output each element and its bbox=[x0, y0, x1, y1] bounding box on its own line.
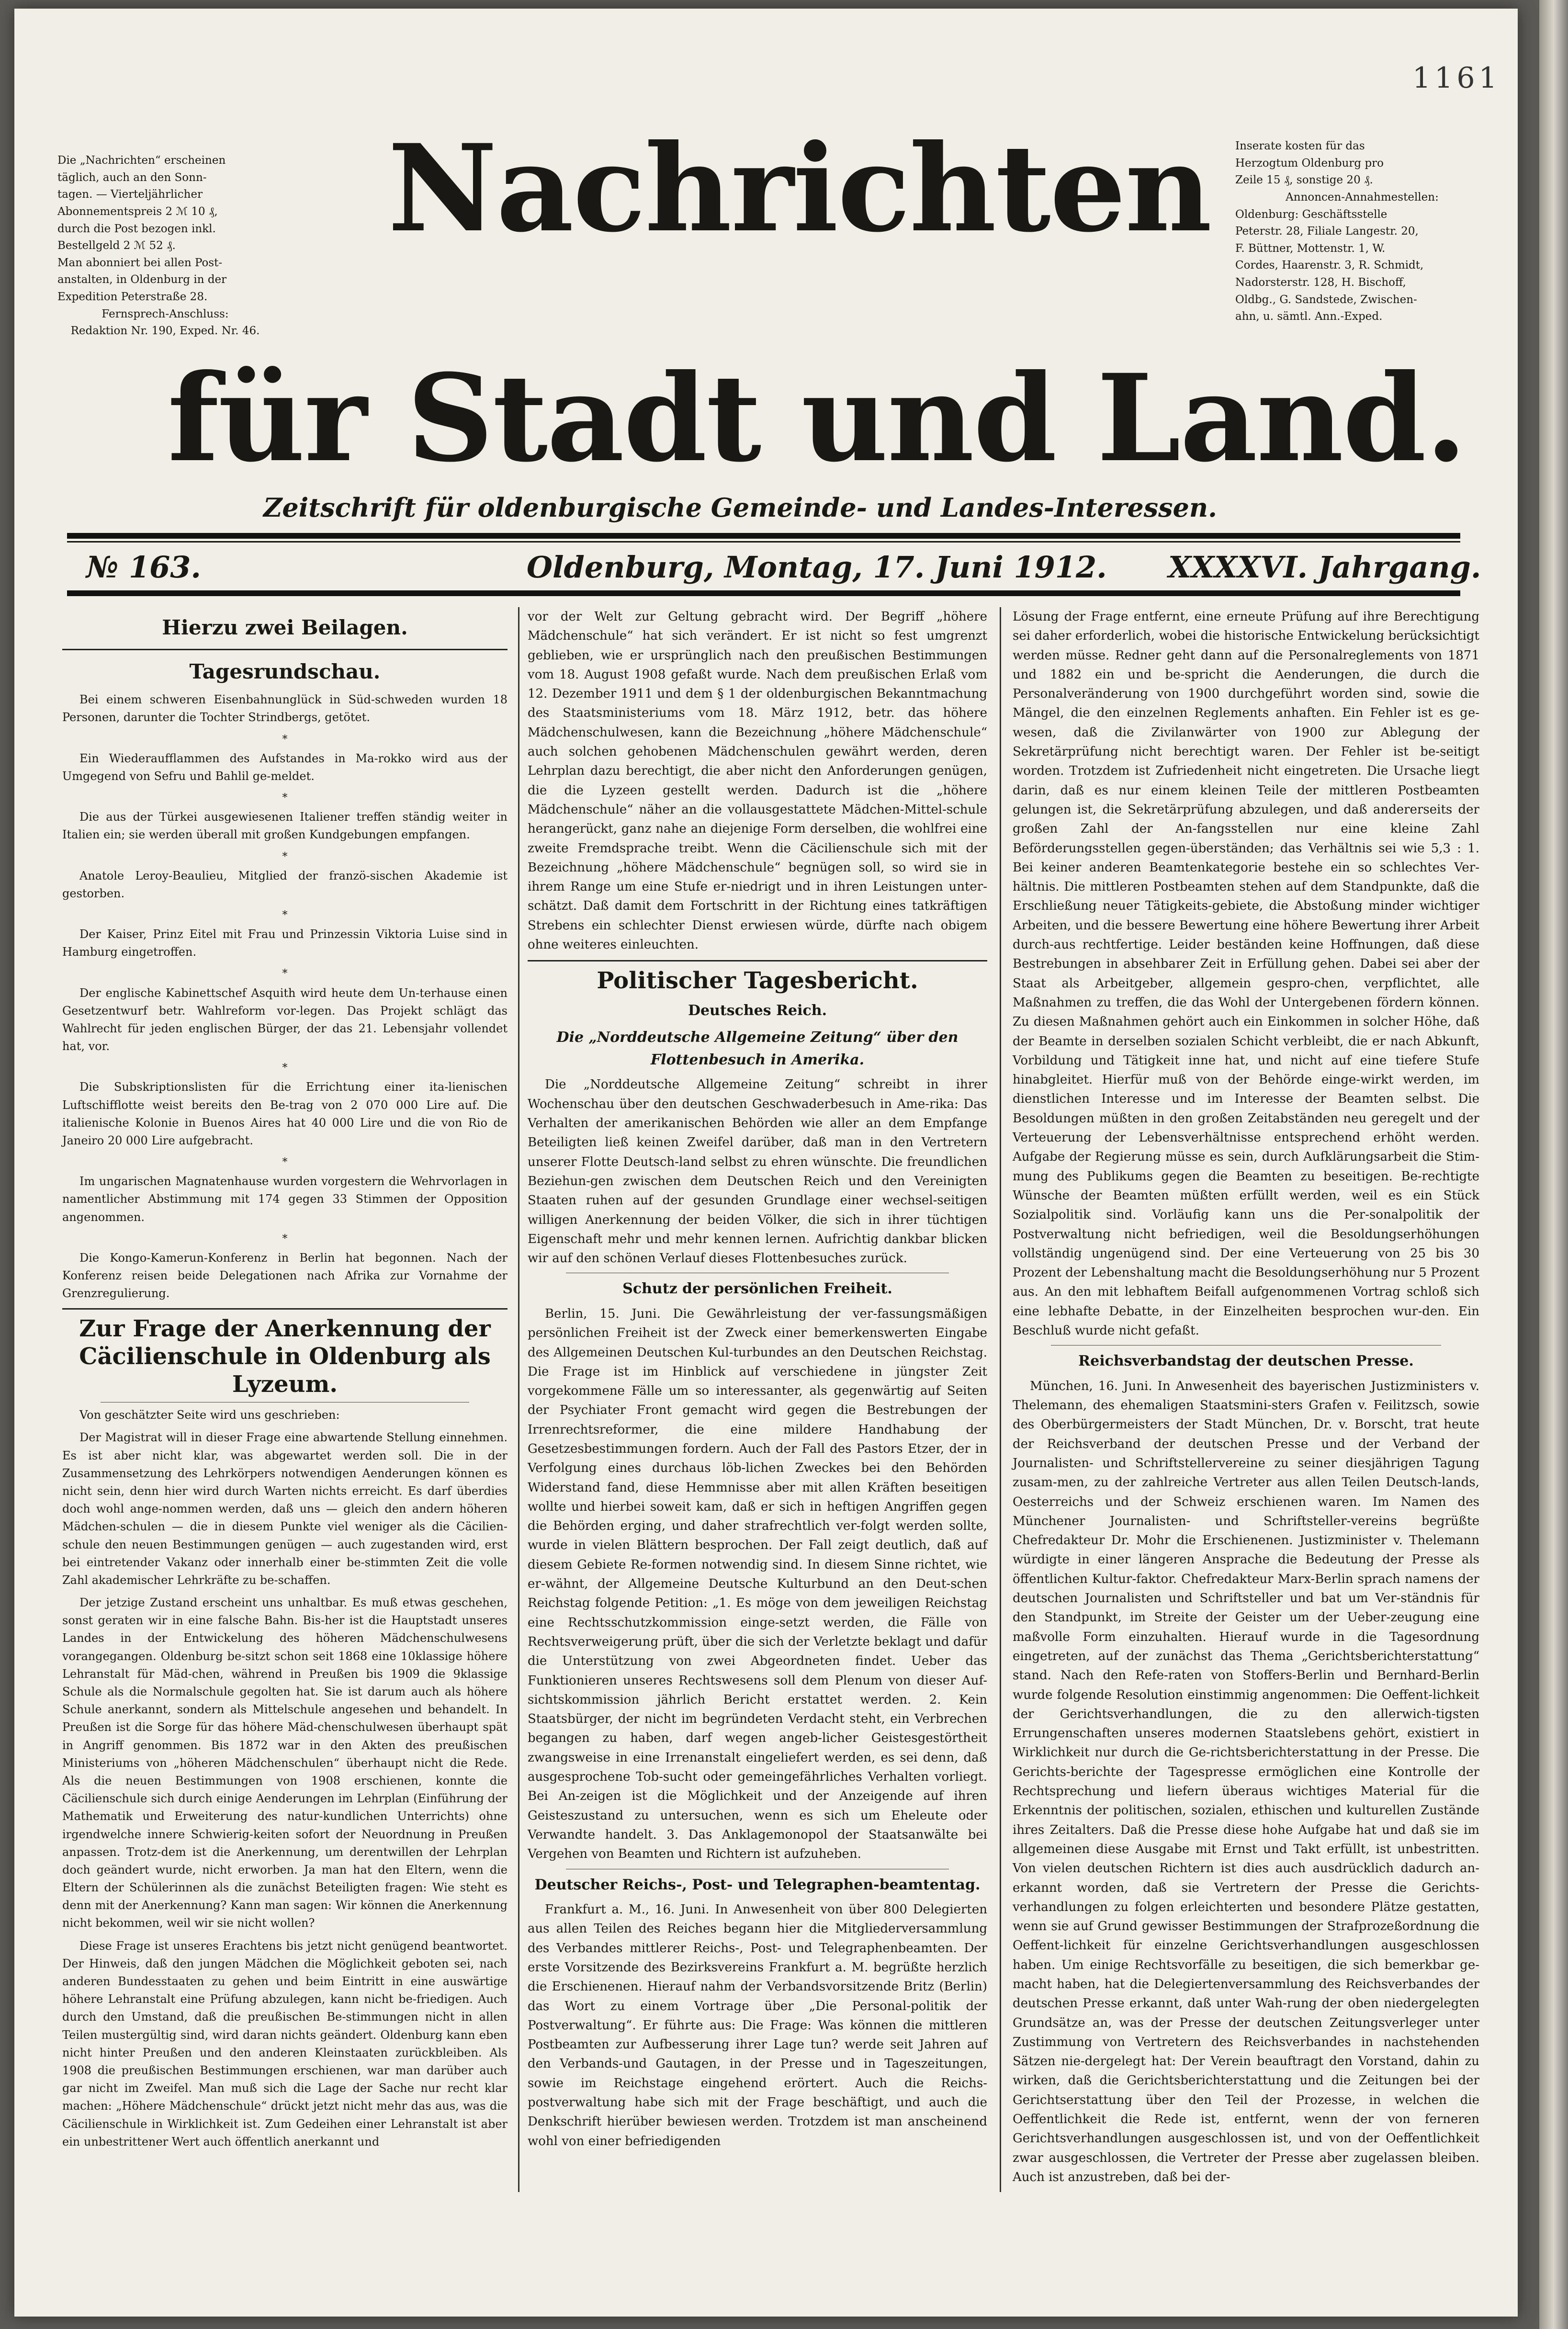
corner-right-line: Oldbg., G. Sandstede, Zwischen- bbox=[1235, 293, 1417, 306]
corner-right-line: Herzogtum Oldenburg pro bbox=[1235, 157, 1384, 170]
article-paragraph: Lösung der Frage entfernt, eine erneute Prüfung auf ihre Berechtigung sei daher erforderlich, wobei die historische Entwickelung berücksichtigt werden müsse. Redner geht dann auf die Personalreglements von 1871 und 1882 ein und be-spricht die Aenderungen, die durch die Personalveränderung von 1900 durchgeführt worden sind, sowie die Mängel, die den einzelnen Reglements anhaften. Ein Fehler ist es ge-wesen, daß die Zivilanwärter von 1900 zur Ablegung der Sekretärprüfung nicht berechtigt waren. Der Fehler ist be-seitigt worden. Trotzdem ist Zufriedenheit nicht eingetreten. Die Ursache liegt darin, daß es nur einem kleinen Teile der mittleren Postbeamten gelungen ist, die Sekretärprüfung abzulegen, und daß andererseits der großen Zahl der An-fangsstellen nur eine kleine Zahl Beförderungsstellen gegen-überständen; das Verhältnis sei wie 5,3 : 1. Bei keiner anderen Beamtenkategorie bestehe ein so schlechtes Ver-hältnis. Die mittleren Postbeamten stehen auf dem Standpunkte, daß die Erschließung neuer Tätigkeits-gebiete, die Abstoßung minder wichtiger Arbeiten, und die bessere Bewertung eine höhere Bewertung ihrer Arbeit durch-aus rechtfertige. Leider beständen keine Hoffnungen, daß diese Bestrebungen in absehbarer Zeit in Erfüllung gehen. Dabei sei aber der Staat als Arbeitgeber, allgemein gespro-chen, verpflichtet, alle Maßnahmen zu treffen, die das Wohl der Untergebenen fördern können. Zu diesen Maßnahmen gehört auch ein Einkommen in solcher Höhe, daß der Beamte in derselben sozialen Schicht verbleibt, die er nach Abkunft, Vorbildung und Tätigkeit inne hat, und nicht auf eine tiefere Stufe hinabgleitet. Hierfür muß von der Behörde einge-wirkt werden, im dienstlichen Interesse und im Interesse der Beamten selbst. Die Besoldungen müßten in den großen Zeitabständen neu geregelt und der Verteuerung der Lebensverhältnisse entsprechend erhöht werden. Aufgabe der Regierung müsse es sein, durch Aufklärungsarbeit die Stim-mung des Publikums gegen die Beamten zu beseitigen. Be-rechtigte Wünsche der Beamten müßten erfüllt werden, weil es ein Stück Sozialpolitik sind. Vorläufig kann uns die Per-sonalpolitik der Postverwaltung nicht befriedigen, weil die Besoldungserhöhungen vollständig ungenügend sind. Der eine Verteuerung von 25 bis 30 Prozent der Lebenshaltung macht die Besoldungserhöhung nur 5 Prozent aus. An den mit lebhaftem Beifall aufgenommenen Vortrag schloß sich eine lebhafte Debatte, in der Einzelheiten besprochen wur-den. Ein Beschluß wurde nicht gefaßt. bbox=[1013, 610, 1479, 1338]
section-heading: Politischer Tagesbericht. bbox=[597, 967, 918, 995]
star-separator-icon: * bbox=[282, 1232, 288, 1245]
supplements-note: Hierzu zwei Beilagen. bbox=[162, 616, 408, 639]
corner-right-line: Annoncen-Annahmestellen: bbox=[1286, 191, 1439, 204]
item-heading: Schutz der persönlichen Freiheit. bbox=[622, 1280, 892, 1298]
corner-left-line: Redaktion Nr. 190, Exped. Nr. 46. bbox=[70, 325, 260, 338]
column-divider bbox=[518, 607, 519, 2192]
column-3 bbox=[1013, 607, 1479, 2192]
volume-year: XXXXVI. Jahrgang. bbox=[1168, 550, 1481, 585]
star-separator-icon: * bbox=[282, 1156, 288, 1169]
advertising-info-box bbox=[1235, 138, 1489, 326]
news-item: Der englische Kabinettschef Asquith wird heute dem Un-terhause einen Gesetzentwurf betr. Wahlreform vor-legen. Das Projekt schlägt das Wahlrecht für jeden englischen Bürger, der das 21. Lebensjahr vollendet hat, vor. bbox=[62, 986, 508, 1053]
article-paragraph: Der jetzige Zustand erscheint uns unhaltbar. Es muß etwas geschehen, sonst geraten wir in eine falsche Bahn. Bis-her ist die Hauptstadt unseres Landes in der Entwickelung des höheren Mädchenschulwesens vorangegangen. Oldenburg be-sitzt schon seit 1868 eine 10klassige höhere Lehranstalt für Mäd-chen, während in Preußen bis 1909 die 9klassige Schule als die Normalschule gegolten hat. Sie ist darum auch als höhere Schule anerkannt, sondern als Mittelschule angesehen und behandelt. In Preußen ist die Sorge für das höhere Mäd-chenschulwesen überhaupt spät in Angriff genommen. Bis 1872 war in den Akten des preußischen Ministeriums von „höheren Mädchenschulen“ überhaupt nicht die Rede. Als die neuen Bestimmungen von 1908 erschienen, konnte die Cäcilienschule sich durch einige Aenderungen im Lehrplan (Einführung der Mathematik und Erweiterung des natur-kundlichen Unterrichts) ohne irgendwelche innere Schwierig-keiten sofort der Neuordnung in Preußen anpassen. Trotz-dem ist die Anerkennung, um derentwillen der Lehrplan doch geändert wurde, nicht erworben. Ja man hat den Eltern, wenn die Eltern der Schülerinnen als die zunächst Beteiligten fragen: Wie steht es denn mit der Anerkennung? Kann man sagen: Wir können die Anerkennung nicht bekommen, weil wir sie nicht wollen? bbox=[62, 1596, 508, 1930]
masthead-title-line1: Nachrichten bbox=[388, 118, 1211, 259]
news-item: Im ungarischen Magnatenhause wurden vorgestern die Wehrvorlagen in namentlicher Abstimmung mit 174 gegen 33 Stimmen der Opposition angenommen. bbox=[62, 1175, 508, 1224]
article-paragraph: Von geschätzter Seite wird uns geschrieben: bbox=[79, 1408, 340, 1422]
masthead-subtitle: Zeitschrift für oldenburgische Gemeinde- und Landes-Interessen. bbox=[263, 492, 1217, 523]
section-heading: Tagesrundschau. bbox=[189, 660, 381, 684]
star-separator-icon: * bbox=[282, 968, 288, 980]
rule-top bbox=[67, 533, 1460, 539]
dateline bbox=[67, 550, 1481, 588]
corner-right-line: Nadorsterstr. 128, H. Bischoff, bbox=[1235, 276, 1406, 289]
article-paragraph: München, 16. Juni. In Anwesenheit des bayerischen Justizministers v. Thelemann, des ehemaligen Staatsmini-sters Grafen v. Feilitzsch, sowie des Oberbürgermeisters der Stadt München, Dr. v. Borscht, trat heute der Reichsverband der deutschen Presse und der Verband der Journalisten- und Schriftstellervereine zu seiner diesjährigen Tagung zusam-men, zu der zahlreiche Vertreter aus allen Teilen Deutsch-lands, Oesterreichs und der Schweiz erschienen waren. Im Namen des Münchener Journalisten- und Schriftsteller-vereins begrüßte Chefredakteur Dr. Mohr die Erschienenen. Justizminister v. Thelemann würdigte in einer längeren Ansprache die Bedeutung der Presse als öffentlichen Kultur-faktor. Chefredakteur Marx-Berlin sprach namens der deutschen Journalisten und Schriftsteller und bat um Ver-ständnis für den Standpunkt, im Streite der Geister um der Ueber-zeugung eine maßvolle Form einzuhalten. Hierauf wurde in die Tagesordnung eingetreten, auf der zunächst das Thema „Gerichtsberichterstattung“ stand. Nach den Refe-raten von Stoffers-Berlin und Bernhard-Berlin wurde folgende Resolution einstimmig angenommen: Die Oeffent-lichkeit der Gerichtsverhandlungen, die zu den allerwich-tigsten Errungenschaften unseres modernen Staatslebens gehört, existiert in Wirklichkeit nur durch die Ge-richtsberichterstattung in der Presse. Die Gerichts-berichte der Tagespresse ermöglichen eine Kontrolle der Rechtsprechung und liefern überaus wichtiges Material für die Erkenntnis der politischen, sozialen, ethischen und kulturellen Zustände ihres Zeitalters. Daß die Presse diese hohe Aufgabe hat und daß sie im allgemeinen diese Ausgabe mit Ernst und Takt erfüllt, ist unbestritten. Von vielen deutschen Richtern ist dies auch ausdrücklich dadurch an-erkannt worden, daß sie Vertretern der Presse die Gerichts-verhandlungen zu folgen erleichterten und besondere Plätze gestatten, wenn sie auf Grund gewisser Bestimmungen der Strafprozeßordnung die Oeffent-lichkeit für einzelne Gerichtsverhandlungen ausgeschlossen haben. Um einige Rechtsvorfälle zu beseitigen, die sich bemerkbar ge-macht haben, hat die Delegiertenversammlung des Reichsverbandes der deutschen Presse erkannt, daß unter Wah-rung der oben niedergelegten Grundsätze an, was der Presse der deutschen Zeitungsverleger unter Zustimmung von Vertretern des Reichsverbandes in nachstehenden Sätzen nie-dergelegt hat: Der Verein beauftragt den Vorstand, dahin zu wirken, daß die Gerichtsberichterstattung und die Zeitungen bei der Gerichtserstattung über den Teil der Prozesse, in welchen die Oeffentlichkeit die Rede ist, entfernt, wenn der von ferneren Gerichtsverhandlungen ausgeschlossen ist, und von der Oeffentlichkeit zwar ausgeschlossen, die Vertreter der Presse aber zugelassen bleiben. Auch ist anzustreben, daß bei der- bbox=[1013, 1379, 1479, 2184]
corner-left-line: Bestellgeld 2 ℳ 52 ₰. bbox=[57, 239, 176, 252]
article-paragraph: Diese Frage ist unseres Erachtens bis jetzt nicht genügend beantwortet. Der Hinweis, daß den jungen Mädchen die Möglichkeit geboten sei, nach anderen Bundesstaaten zu gehen und beim Eintritt in eine auswärtige höhere Lehranstalt eine Prüfung abzulegen, kann nicht be-friedigen. Auch durch den Umstand, daß die preußischen Be-stimmungen nicht in allen Teilen mustergültig sind, wird daran nichts geändert. Oldenburg kann eben nicht hinter Preußen und den anderen Kleinstaaten zurückbleiben. Als 1908 die preußischen Bestimmungen erschienen, war man darüber auch gar nicht im Zweifel. Man muß sich die Lage der Sache nur recht klar machen: „Höhere Mädchenschule“ drückt jetzt nicht mehr das aus, was die Cäcilienschule in Wirklichkeit ist. Zum Gedeihen einer Lehranstalt ist aber ein unbestrittener Wert auch öffentlich anerkannt und bbox=[62, 1939, 508, 2148]
news-item: Die Subskriptionslisten für die Errichtung einer ita-lienischen Luftschifflotte weist bereits den Be-trag von 2 070 000 Lire auf. Die italienische Kolonie in Buenos Aires hat 40 000 Lire und die von Rio de Janeiro 20 000 Lire aufgebracht. bbox=[62, 1080, 508, 1147]
item-heading: Deutscher Reichs-, Post- und Telegraphen-beamtentag. bbox=[534, 1876, 981, 1893]
item-heading: Die „Norddeutsche Allgemeine Zeitung“ über den Flottenbesuch in Amerika. bbox=[556, 1029, 959, 1068]
article-paragraph: Berlin, 15. Juni. Die Gewährleistung der ver-fassungsmäßigen persönlichen Freiheit ist der Zweck einer bemerkenswerten Eingabe des Allgemeinen Deutschen Kul-turbundes an den Deutschen Reichstag. Die Frage ist im Hinblick auf verschiedene in jüngster Zeit vorgekommene Fälle um so interessanter, als gegenwärtig auf Seiten der Psychiater Front gemacht wird gegen die Bestrebungen der Irrenrechtsreformer, die eine mildere Handhabung der Gesetzesbestimmungen fordern. Auch der Fall des Pastors Etzer, der in Verfolgung eines durchaus löb-lichen Zweckes bei den Behörden Widerstand fand, diese Hemmnisse aber mit allen Kräften beseitigen wollte und hierbei soweit kam, daß er sich in heftigen Angriffen gegen die Behörden erging, und daher strafrechtlich ver-folgt werden sollte, wurde in vielen Blättern besprochen. Der Fall zeigt deutlich, daß auf diesem Gebiete Re-formen notwendig sind. In diesem Sinne richtet, wie er-wähnt, der Allgemeine Deutsche Kulturbund an den Deut-schen Reichstag folgende Petition: „1. Es möge von dem jeweiligen Reichstag eine Rechtsschutzkommission einge-setzt werden, die Fälle von Rechtsverweigerung prüft, über die sich der Verletzte beklagt und dafür die Unterstützung von zwei Abgeordneten findet. Ueber das Funktionieren unseres Rechtswesens soll dem Plenum von dieser Auf-sichtskommission jährlich Bericht erstattet werden. 2. Kein Staatsbürger, der nicht im begründeten Verdacht steht, ein Verbrechen begangen zu haben, darf wegen angeb-licher Geistesgestörtheit zwangsweise in eine Irrenanstalt eingeliefert werden, es sei denn, daß ausgesprochene Tob-sucht oder gemeingefährliches Verhalten vorliegt. Bei An-zeigen ist die Möglichkeit und der Anzeigende auf ihren Geisteszustand zu untersuchen, wenn es sich um Eheleute oder Verwandte handelt. 3. Das Anklagemonopol der Staatsanwälte bei Vergehen von Beamten und Richtern ist aufzuheben. bbox=[528, 1306, 987, 1862]
issue-number: № 163. bbox=[86, 550, 201, 585]
news-item: Ein Wiederaufflammen des Aufstandes in Ma-rokko wird aus der Umgegend von Sefru und Bahlil ge-meldet. bbox=[62, 751, 508, 783]
divider bbox=[62, 649, 508, 650]
corner-left-line: Fernsprech-Anschluss: bbox=[102, 307, 229, 320]
newspaper-page bbox=[14, 9, 1518, 2317]
article-paragraph: Der Magistrat will in dieser Frage eine abwartende Stellung einnehmen. Es ist aber nicht klar, was abgewartet werden soll. Die in der Zusammensetzung des Lehrkörpers notwendigen Aenderungen können es nicht sein, denn hier wird durch Warten nichts erreicht. Es darf überdies doch wohl ange-nommen werden, daß uns — gleich den andern höheren Mädchen-schulen — die in diesem Punkte viel weniger als die Cäcilien-schule den neuen Bestimmungen genügen — auch zugestanden wird, erst bei eintretender Vakanz oder innerhalb einer be-stimmten Zeit die volle Zahl akademischer Lehrkräfte zu be-schaffen. bbox=[62, 1431, 508, 1587]
corner-right-line: Cordes, Haarenstr. 3, R. Schmidt, bbox=[1235, 259, 1424, 272]
star-separator-icon: * bbox=[282, 733, 288, 746]
masthead-title-line2: für Stadt und Land. bbox=[168, 348, 1466, 488]
star-separator-icon: * bbox=[282, 792, 288, 804]
corner-right-line: Inserate kosten für das bbox=[1235, 140, 1365, 152]
corner-left-line: Man abonniert bei allen Post- bbox=[57, 256, 223, 269]
corner-left-line: täglich, auch an den Sonn- bbox=[57, 171, 207, 184]
rule-bottom bbox=[67, 590, 1460, 596]
corner-left-line: Die „Nachrichten“ erscheinen bbox=[57, 154, 226, 167]
news-item: Bei einem schweren Eisenbahnunglück in Süd-schweden wurden 18 Personen, darunter die Tochter Strindbergs, getötet. bbox=[62, 693, 508, 724]
corner-right-line: Peterstr. 28, Filiale Langestr. 20, bbox=[1235, 225, 1419, 238]
column-2 bbox=[528, 607, 987, 2156]
corner-left-line: durch die Post bezogen inkl. bbox=[57, 222, 216, 235]
article-paragraph: Die „Norddeutsche Allgemeine Zeitung“ schreibt in ihrer Wochenschau über den deutschen Geschwaderbesuch in Ame-rika: Das Verhalten der amerikanischen Behörden wie aller an dem Empfange Beteiligten ließ keinen Zweifel darüber, daß man in den Vertretern unserer Flotte Deutsch-land selbst zu ehren wünschte. Die freundlichen Beziehun-gen zwischen dem Deutschen Reich und den Vereinigten Staaten ruhen auf der gesunden Grundlage einer wechsel-seitigen willigen Anerkennung der beiden Völker, die sich in ihrer tüchtigen Eigenschaft mehr und mehr kennen lernen. Aufrichtig dankbar blicken wir auf den schönen Verlauf dieses Flottenbesuches zurück. bbox=[528, 1077, 987, 1266]
item-heading: Reichsverbandstag der deutschen Presse. bbox=[1078, 1353, 1414, 1370]
corner-right-line: Oldenburg: Geschäftsstelle bbox=[1235, 208, 1388, 221]
corner-left-line: anstalten, in Oldenburg in der bbox=[57, 273, 227, 286]
issue-date: Oldenburg, Montag, 17. Juni 1912. bbox=[527, 550, 1107, 585]
corner-right-line: F. Büttner, Mottenstr. 1, W. bbox=[1235, 242, 1386, 255]
star-separator-icon: * bbox=[282, 909, 288, 921]
corner-left-line: Expedition Peterstraße 28. bbox=[57, 291, 208, 304]
corner-left-line: tagen. — Vierteljährlicher bbox=[57, 188, 203, 201]
star-separator-icon: * bbox=[282, 850, 288, 863]
divider bbox=[528, 960, 987, 961]
rule-top-thin bbox=[67, 541, 1460, 543]
subsection-heading: Deutsches Reich. bbox=[688, 1002, 827, 1019]
column-divider bbox=[1000, 607, 1001, 2192]
news-item: Die Kongo-Kamerun-Konferenz in Berlin hat begonnen. Nach der Konferenz reisen beide Delegationen nach Afrika zur Vornahme der Grenzregulierung. bbox=[62, 1251, 508, 1300]
news-item: Der Kaiser, Prinz Eitel mit Frau und Prinzessin Viktoria Luise sind in Hamburg eingetroffen. bbox=[62, 927, 508, 959]
news-item: Die aus der Türkei ausgewiesenen Italiener treffen ständig weiter in Italien ein; sie werden überall mit großen Kundgebungen empfangen. bbox=[62, 810, 508, 842]
scan-edge bbox=[1539, 0, 1568, 2329]
divider bbox=[62, 1308, 508, 1310]
article-paragraph: vor der Welt zur Geltung gebracht wird. Der Begriff „höhere Mädchenschule“ hat sich verändert. Er ist nicht so fest umgrenzt geblieben, wie er ursprünglich nach den preußischen Bestimmungen vom 18. August 1908 gefaßt wurde. Nach dem preußischen Erlaß vom 12. Dezember 1911 und dem § 1 der oldenburgischen Bekanntmachung des Staatsministeriums vom 18. März 1912, betr. das höhere Mädchenschulwesen, kann die Bezeichnung „höhere Mädchenschule“ auch solchen gehobenen Mädchenschulen gewährt werden, deren Lehrplan dazu berechtigt, die aber nicht den Anforderungen genügen, die die Lyzeen gestellt werden. Dadurch ist die „höhere Mädchenschule“ näher an die vollausgestattete Mädchen-Mittel-schule herangerückt, ganz nahe an diejenige Form derselben, die wohlfrei eine zweite Fremdsprache treibt. Wenn die Cäcilienschule sich mit der Bezeichnung „höhere Mädchenschule“ begnügen soll, so wird sie in ihrem Range um eine Stufe er-niedrigt und in ihren Leistungen unter-schätzt. Daß damit dem Fortschritt in der Richtung eines tatkräftigen Strebens ein schlechter Dienst erwiesen würde, dürfte nach obigem ohne weiteres einleuchten. bbox=[528, 610, 987, 952]
news-item: Anatole Leroy-Beaulieu, Mitglied der franzö-sischen Akademie ist gestorben. bbox=[62, 869, 508, 900]
corner-right-line: Zeile 15 ₰, sonstige 20 ₰. bbox=[1235, 174, 1373, 187]
star-separator-icon: * bbox=[282, 1062, 288, 1074]
article-headline: Zur Frage der Anerkennung der Cäcilienschule in Oldenburg als Lyzeum. bbox=[79, 1315, 491, 1398]
corner-left-line: Abonnementspreis 2 ℳ 10 ₰, bbox=[57, 205, 218, 218]
column-1 bbox=[62, 607, 508, 2156]
subscription-info-box bbox=[57, 152, 273, 340]
article-paragraph: Frankfurt a. M., 16. Juni. In Anwesenheit von über 800 Delegierten aus allen Teilen des Reiches begann hier die Mitgliederversammlung des Verbandes mittlerer Reichs-, Post- und Telegraphenbeamten. Der erste Vorsitzende des Bezirksvereins Frankfurt a. M. begrüßte herzlich die Erschienenen. Hierauf nahm der Verbandsvorsitzende Britz (Berlin) das Wort zu einem Vortrage über „Die Personal-politik der Postverwaltung“. Er führte aus: Die Frage: Was können die mittleren Postbeamten zur Aufbesserung ihrer Lage tun? werde seit Jahren auf den Verbands-und Gautagen, in der Presse und in Tageszeitungen, sowie im Reichstage eingehend erörtert. Auch die Reichs-postverwaltung habe sich mit der Frage beschäftigt, und auch die Denkschrift hierüber bewiesen werden. Trotzdem ist man anscheinend wohl von einer befriedigenden bbox=[528, 1902, 987, 2148]
archive-number: 1161 bbox=[1412, 61, 1501, 95]
corner-right-line: ahn, u. sämtl. Ann.-Exped. bbox=[1235, 310, 1383, 323]
